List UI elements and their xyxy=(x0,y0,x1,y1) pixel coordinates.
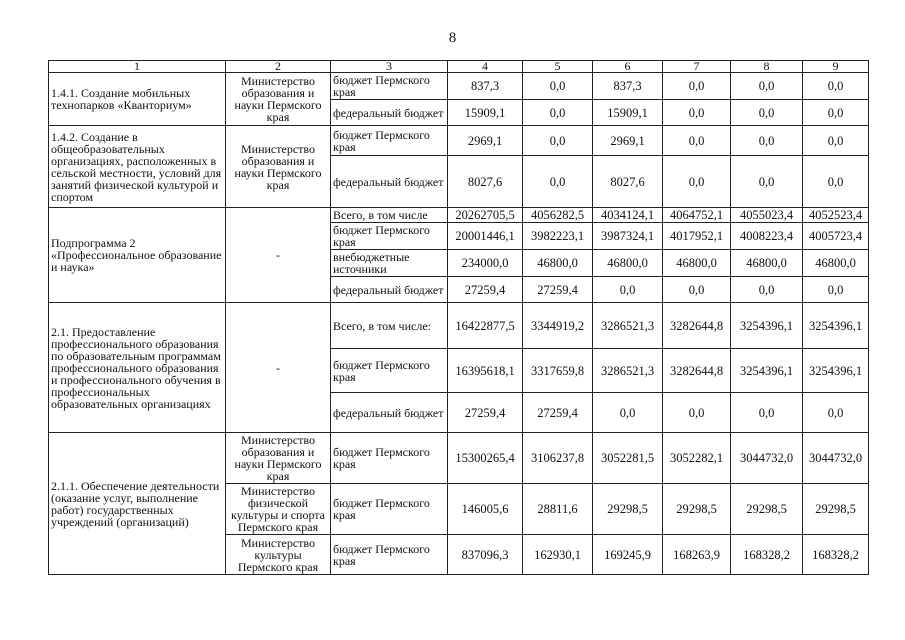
value-cell: 4005723,4 xyxy=(803,223,869,250)
value-cell: 3982223,1 xyxy=(523,223,593,250)
responsible-executor: - xyxy=(226,208,331,303)
funding-source: внебюджетные источники xyxy=(331,250,448,277)
funding-source: бюджет Пермского края xyxy=(331,484,448,535)
value-cell: 0,0 xyxy=(803,393,869,433)
value-cell: 29298,5 xyxy=(731,484,803,535)
value-cell: 3254396,1 xyxy=(803,349,869,393)
value-cell: 0,0 xyxy=(663,126,731,156)
value-cell: 46800,0 xyxy=(803,250,869,277)
table-row xyxy=(49,73,869,100)
header-cell: 3 xyxy=(331,61,448,73)
value-cell: 4034124,1 xyxy=(593,208,663,223)
value-cell: 0,0 xyxy=(663,277,731,303)
value-cell: 234000,0 xyxy=(448,250,523,277)
funding-source: бюджет Пермского края xyxy=(331,73,448,100)
value-cell: 0,0 xyxy=(803,126,869,156)
value-cell: 3344919,2 xyxy=(523,303,593,349)
value-cell: 0,0 xyxy=(731,393,803,433)
value-cell: 4008223,4 xyxy=(731,223,803,250)
header-cell: 2 xyxy=(226,61,331,73)
funding-source: Всего, в том числе xyxy=(331,208,448,223)
value-cell: 29298,5 xyxy=(593,484,663,535)
value-cell: 4064752,1 xyxy=(663,208,731,223)
value-cell: 3044732,0 xyxy=(731,433,803,484)
value-cell: 16395618,1 xyxy=(448,349,523,393)
funding-source: Всего, в том числе: xyxy=(331,303,448,349)
header-cell: 5 xyxy=(523,61,593,73)
subprogram-name: Подпрограмма 2 «Профессиональное образование и наука» xyxy=(49,208,226,303)
value-cell: 169245,9 xyxy=(593,535,663,575)
value-cell: 16422877,5 xyxy=(448,303,523,349)
program-name: 1.4.1. Создание мобильных технопарков «Кванториум» xyxy=(49,73,226,126)
responsible-executor: Министерство физической культуры и спорта Пермского края xyxy=(226,484,331,535)
value-cell: 15909,1 xyxy=(448,100,523,126)
funding-source: бюджет Пермского края xyxy=(331,349,448,393)
value-cell: 46800,0 xyxy=(731,250,803,277)
value-cell: 3106237,8 xyxy=(523,433,593,484)
value-cell: 0,0 xyxy=(731,100,803,126)
value-cell: 168263,9 xyxy=(663,535,731,575)
value-cell: 3044732,0 xyxy=(803,433,869,484)
value-cell: 0,0 xyxy=(803,100,869,126)
value-cell: 15909,1 xyxy=(593,100,663,126)
header-cell: 6 xyxy=(593,61,663,73)
value-cell: 0,0 xyxy=(731,277,803,303)
value-cell: 0,0 xyxy=(803,156,869,208)
header-cell: 9 xyxy=(803,61,869,73)
value-cell: 837,3 xyxy=(593,73,663,100)
value-cell: 0,0 xyxy=(663,156,731,208)
funding-source: бюджет Пермского края xyxy=(331,433,448,484)
value-cell: 4055023,4 xyxy=(731,208,803,223)
value-cell: 0,0 xyxy=(803,73,869,100)
value-cell: 0,0 xyxy=(731,73,803,100)
value-cell: 168328,2 xyxy=(731,535,803,575)
value-cell: 29298,5 xyxy=(663,484,731,535)
value-cell: 2969,1 xyxy=(593,126,663,156)
value-cell: 0,0 xyxy=(803,277,869,303)
responsible-executor: Министерство образования и науки Пермского края xyxy=(226,433,331,484)
table-row xyxy=(49,303,869,349)
budget-table xyxy=(48,60,869,575)
header-cell: 1 xyxy=(49,61,226,73)
table-row xyxy=(49,208,869,223)
value-cell: 0,0 xyxy=(593,393,663,433)
funding-source: бюджет Пермского края xyxy=(331,126,448,156)
value-cell: 0,0 xyxy=(593,277,663,303)
header-cell: 7 xyxy=(663,61,731,73)
value-cell: 0,0 xyxy=(523,100,593,126)
value-cell: 0,0 xyxy=(523,73,593,100)
value-cell: 27259,4 xyxy=(523,393,593,433)
value-cell: 20001446,1 xyxy=(448,223,523,250)
value-cell: 3286521,3 xyxy=(593,303,663,349)
value-cell: 3282644,8 xyxy=(663,303,731,349)
value-cell: 168328,2 xyxy=(803,535,869,575)
value-cell: 3052281,5 xyxy=(593,433,663,484)
responsible-executor: Министерство образования и науки Пермского края xyxy=(226,73,331,126)
program-name: 2.1. Предоставление профессионального образования по образовательным программам профессионального образования и профессионального обучения в профессиональных образовательных организациях xyxy=(49,303,226,433)
value-cell: 3282644,8 xyxy=(663,349,731,393)
page-number: 8 xyxy=(448,30,457,46)
funding-source: федеральный бюджет xyxy=(331,156,448,208)
value-cell: 0,0 xyxy=(663,73,731,100)
value-cell: 2969,1 xyxy=(448,126,523,156)
value-cell: 28811,6 xyxy=(523,484,593,535)
value-cell: 0,0 xyxy=(523,156,593,208)
funding-source: федеральный бюджет xyxy=(331,277,448,303)
header-row xyxy=(49,61,869,73)
funding-source: бюджет Пермского края xyxy=(331,535,448,575)
value-cell: 27259,4 xyxy=(448,277,523,303)
funding-source: федеральный бюджет xyxy=(331,393,448,433)
value-cell: 3254396,1 xyxy=(731,303,803,349)
value-cell: 27259,4 xyxy=(523,277,593,303)
value-cell: 3254396,1 xyxy=(731,349,803,393)
value-cell: 0,0 xyxy=(523,126,593,156)
responsible-executor: - xyxy=(226,303,331,433)
value-cell: 8027,6 xyxy=(448,156,523,208)
value-cell: 27259,4 xyxy=(448,393,523,433)
value-cell: 3254396,1 xyxy=(803,303,869,349)
value-cell: 0,0 xyxy=(731,126,803,156)
value-cell: 3286521,3 xyxy=(593,349,663,393)
value-cell: 29298,5 xyxy=(803,484,869,535)
table-row xyxy=(49,433,869,484)
value-cell: 3317659,8 xyxy=(523,349,593,393)
value-cell: 0,0 xyxy=(663,393,731,433)
value-cell: 4017952,1 xyxy=(663,223,731,250)
value-cell: 146005,6 xyxy=(448,484,523,535)
value-cell: 46800,0 xyxy=(523,250,593,277)
header-cell: 4 xyxy=(448,61,523,73)
value-cell: 15300265,4 xyxy=(448,433,523,484)
value-cell: 3052282,1 xyxy=(663,433,731,484)
funding-source: бюджет Пермского края xyxy=(331,223,448,250)
value-cell: 837,3 xyxy=(448,73,523,100)
responsible-executor: Министерство культуры Пермского края xyxy=(226,535,331,575)
table-row xyxy=(49,126,869,156)
value-cell: 4052523,4 xyxy=(803,208,869,223)
value-cell: 46800,0 xyxy=(593,250,663,277)
value-cell: 4056282,5 xyxy=(523,208,593,223)
program-name: 1.4.2. Создание в общеобразовательных организациях, расположенных в сельской местности, условий для занятий физической культурой и спортом xyxy=(49,126,226,208)
header-cell: 8 xyxy=(731,61,803,73)
value-cell: 46800,0 xyxy=(663,250,731,277)
value-cell: 20262705,5 xyxy=(448,208,523,223)
value-cell: 3987324,1 xyxy=(593,223,663,250)
value-cell: 162930,1 xyxy=(523,535,593,575)
value-cell: 0,0 xyxy=(731,156,803,208)
funding-source: федеральный бюджет xyxy=(331,100,448,126)
responsible-executor: Министерство образования и науки Пермского края xyxy=(226,126,331,208)
program-name: 2.1.1. Обеспечение деятельности (оказание услуг, выполнение работ) государственных учреждений (организаций) xyxy=(49,433,226,575)
value-cell: 837096,3 xyxy=(448,535,523,575)
value-cell: 0,0 xyxy=(663,100,731,126)
value-cell: 8027,6 xyxy=(593,156,663,208)
